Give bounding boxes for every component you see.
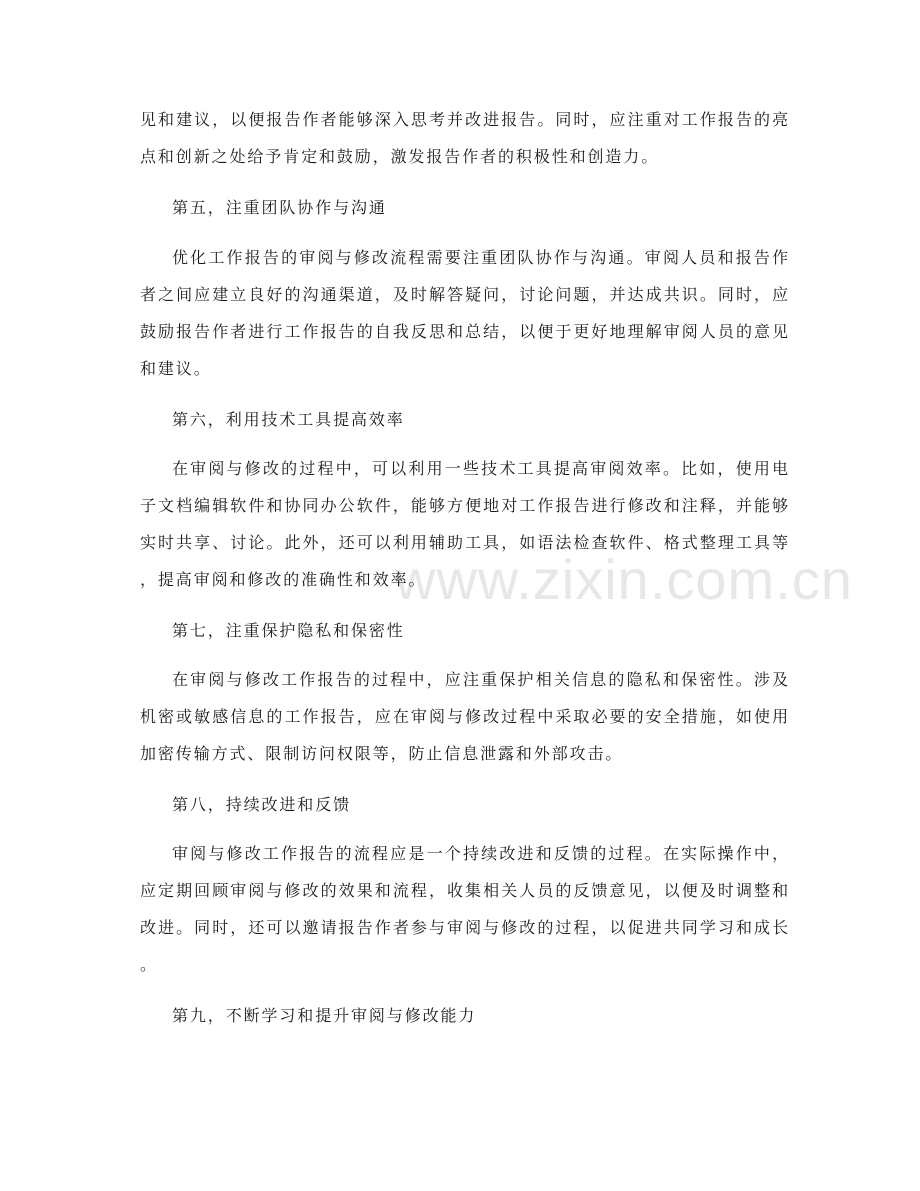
paragraph-line: 见和建议，以便报告作者能够深入思考并改进报告。同时，应注重对工作报告的亮: [140, 110, 790, 129]
paragraph-line: 者之间应建立良好的沟通渠道，及时解答疑问，讨论问题，并达成共识。同时，应: [140, 285, 790, 304]
paragraph-line: 优化工作报告的审阅与修改流程需要注重团队协作与沟通。审阅人员和报告作: [172, 248, 790, 267]
paragraph-line: 。: [140, 955, 158, 974]
paragraph-line: 机密或敏感信息的工作报告，应在审阅与修改过程中采取必要的安全措施，如使用: [140, 707, 790, 726]
paragraph-line: 在审阅与修改工作报告的过程中，应注重保护相关信息的隐私和保密性。涉及: [172, 670, 790, 689]
paragraph-line: 在审阅与修改的过程中，可以利用一些技术工具提高审阅效率。比如，使用电: [172, 459, 790, 478]
section-heading-8: 第八，持续改进和反馈: [172, 795, 352, 814]
paragraph-line: 加密传输方式、限制访问权限等，防止信息泄露和外部攻击。: [140, 744, 624, 763]
paragraph-line: 实时共享、讨论。此外，还可以利用辅助工具，如语法检查软件、格式整理工具等: [140, 533, 790, 552]
paragraph-line: 审阅与修改工作报告的流程应是一个持续改进和反馈的过程。在实际操作中，: [172, 844, 790, 863]
paragraph-line: 改进。同时，还可以邀请报告作者参与审阅与修改的过程，以促进共同学习和成长: [140, 918, 790, 937]
section-heading-6: 第六，利用技术工具提高效率: [172, 410, 405, 429]
paragraph-line: 点和创新之处给予肯定和鼓励，激发报告作者的积极性和创造力。: [140, 147, 660, 166]
section-heading-5: 第五，注重团队协作与沟通: [172, 198, 387, 217]
watermark-text: www.zixin.com.cn: [395, 548, 853, 611]
paragraph-line: 应定期回顾审阅与修改的效果和流程，收集相关人员的反馈意见，以便及时调整和: [140, 881, 790, 900]
paragraph-line: 和建议。: [140, 359, 212, 378]
paragraph-line: 子文档编辑软件和协同办公软件，能够方便地对工作报告进行修改和注释，并能够: [140, 496, 790, 515]
section-heading-9: 第九，不断学习和提升审阅与修改能力: [172, 1006, 477, 1025]
paragraph-line: 鼓励报告作者进行工作报告的自我反思和总结，以便于更好地理解审阅人员的意见: [140, 322, 790, 341]
paragraph-line: ，提高审阅和修改的准确性和效率。: [140, 570, 427, 589]
section-heading-7: 第七，注重保护隐私和保密性: [172, 621, 405, 640]
